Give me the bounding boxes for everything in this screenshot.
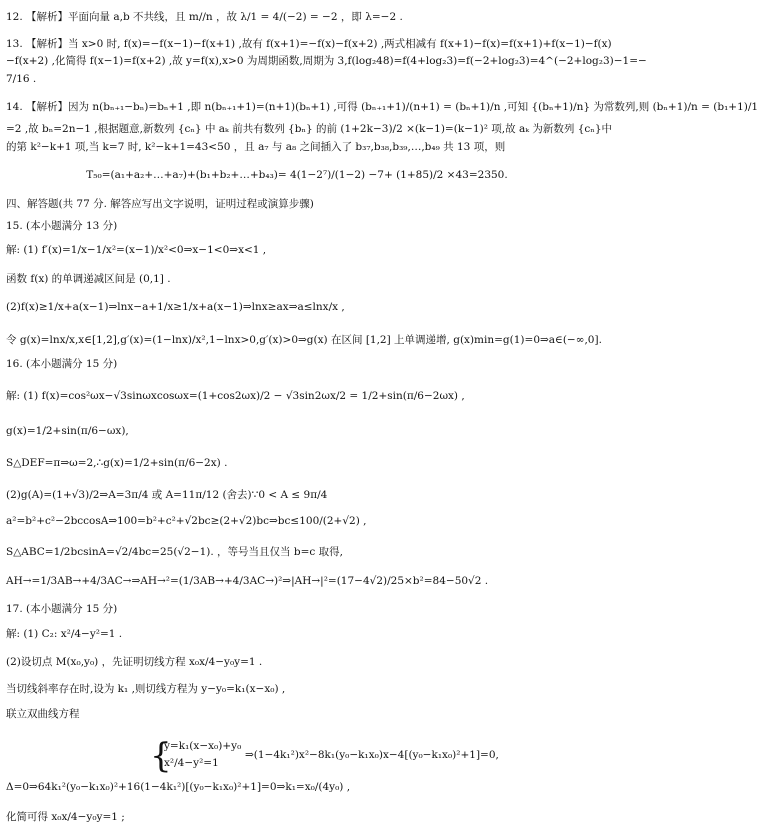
- problem-16-g-function: g(x)=1/2+sin(π/6−ωx),: [6, 425, 129, 437]
- system-equation-1: y=k₁(x−x₀)+y₀: [164, 740, 242, 752]
- item-12-analysis: 12. 【解析】平面向量 a,b 不共线，且 m//n ，故 λ/1 = 4/(−2) = −2 ，即 λ=−2 .: [6, 11, 403, 23]
- problem-16-area-omega: S△DEF=π⇒ω=2,∴g(x)=1/2+sin(π/6−2x) .: [6, 457, 228, 469]
- item-14-sum-formula: T₅₀=(a₁+a₂+…+a₇)+(b₁+b₂+…+b₄₃)= 4(1−2⁷)/(1−2) −7+ (1+85)/2 ×43=2350.: [86, 169, 508, 181]
- problem-16-part-2: (2)g(A)=(1+√3)/2⇒A=3π/4 或 A=11π/12 (舍去)∵0 < A ≤ 9π/4: [6, 489, 328, 501]
- item-13-analysis-line-3: 7/16 .: [6, 73, 37, 85]
- problem-17-tangent-slope: 当切线斜率存在时,设为 k₁ ,则切线方程为 y−y₀=k₁(x−x₀) ,: [6, 683, 286, 695]
- problem-16-vector-ah: AH→=1/3AB→+4/3AC→⇒AH→²=(1/3AB→+4/3AC→)²⇒|AH→|²=(17−4√2)/25×b²=84−50√2 .: [6, 575, 489, 587]
- problem-16-cosine-law: a²=b²+c²−2bccosA⇒100=b²+c²+√2bc≥(2+√2)bc⇒bc≤100/(2+√2) ,: [6, 515, 367, 527]
- equation-system: [150, 737, 590, 775]
- item-14-analysis-line-2: =2 ,故 bₙ=2n−1 ,根据题意,新数列 {cₙ} 中 aₖ 前共有数列 {bₙ} 的前 (1+2k−3)/2 ×(k−1)=(k−1)² 项,故 aₖ 为新数列 {cₙ}中: [6, 123, 613, 135]
- problem-17-part-2: (2)设切点 M(x₀,y₀) ，先证明切线方程 x₀x/4−y₀y=1 .: [6, 656, 263, 668]
- left-brace: {: [150, 736, 172, 776]
- system-equation-2: x²/4−y²=1: [164, 757, 219, 769]
- system-result: ⇒(1−4k₁²)x²−8k₁(y₀−k₁x₀)x−4[(y₀−k₁x₀)²+1]=0,: [245, 749, 499, 761]
- problem-16-triangle-area: S△ABC=1/2bcsinA=√2/4bc=25(√2−1). ，等号当且仅当 b=c 取得,: [6, 546, 343, 558]
- item-14-analysis-line-1: 14. 【解析】因为 n(bₙ₊₁−bₙ)=bₙ+1 ,即 n(bₙ₊₁+1)=(n+1)(bₙ+1) ,可得 (bₙ₊₁+1)/(n+1) = (bₙ+1)/n ,可知 {(bₙ+1)/n} 为常数列,则 (bₙ+1)/n = (b₁+1)/1: [6, 101, 758, 113]
- item-14-analysis-line-3: 的第 k²−k+1 项,当 k=7 时, k²−k+1=43<50 ，且 a₇ 与 a₈ 之间插入了 b₃₇,b₃₈,b₃₉,…,b₄₉ 共 13 项，则: [6, 141, 506, 153]
- problem-16-part-1: 解: (1) f(x)=cos²ωx−√3sinωxcosωx=(1+cos2ωx)/2 − √3sin2ωx/2 = 1/2+sin(π/6−2ωx) ,: [6, 390, 465, 402]
- problem-15-heading: 15. (本小题满分 13 分): [6, 220, 118, 232]
- problem-17-simplified: 化简可得 x₀x/4−y₀y=1 ;: [6, 811, 125, 823]
- problem-15-part-2: (2)f(x)≥1/x+a(x−1)⇒lnx−a+1/x≥1/x+a(x−1)⇒lnx≥ax⇒a≤lnx/x ,: [6, 301, 345, 313]
- problem-17-combine-hyperbola: 联立双曲线方程: [6, 708, 80, 720]
- problem-15-part-1: 解: (1) f′(x)=1/x−1/x²=(x−1)/x²<0⇒x−1<0⇒x<1 ,: [6, 244, 267, 256]
- problem-17-heading: 17. (本小题满分 15 分): [6, 603, 118, 615]
- problem-17-part-1: 解: (1) C₂: x²/4−y²=1 .: [6, 628, 123, 640]
- problem-15-decreasing-interval: 函数 f(x) 的单调递减区间是 (0,1] .: [6, 273, 171, 285]
- problem-16-heading: 16. (本小题满分 15 分): [6, 358, 118, 370]
- section-four-heading: 四、解答题(共 77 分. 解答应写出文字说明，证明过程或演算步骤): [6, 198, 314, 210]
- item-13-analysis-line-2: −f(x+2) ,化简得 f(x−1)=f(x+2) ,故 y=f(x),x>0 为周期函数,周期为 3,f(log₂48)=f(4+log₂3)=f(−2+log₂3)=4^(−2+log₂3)−1=−: [6, 55, 647, 67]
- problem-15-part-2-continued: 令 g(x)=lnx/x,x∈[1,2],g′(x)=(1−lnx)/x²,1−lnx>0,g′(x)>0⇒g(x) 在区间 [1,2] 上单调递增, g(x)min=g(1)=0⇒a∈(−∞,0].: [6, 334, 602, 346]
- problem-17-discriminant: Δ=0⇒64k₁²(y₀−k₁x₀)²+16(1−4k₁²)[(y₀−k₁x₀)²+1]=0⇒k₁=x₀/(4y₀) ,: [6, 781, 351, 793]
- item-13-analysis-line-1: 13. 【解析】当 x>0 时, f(x)=−f(x−1)−f(x+1) ,故有 f(x+1)=−f(x)−f(x+2) ,两式相减有 f(x+1)−f(x)=f(x+1)+f(x−1)−f(x): [6, 38, 612, 50]
